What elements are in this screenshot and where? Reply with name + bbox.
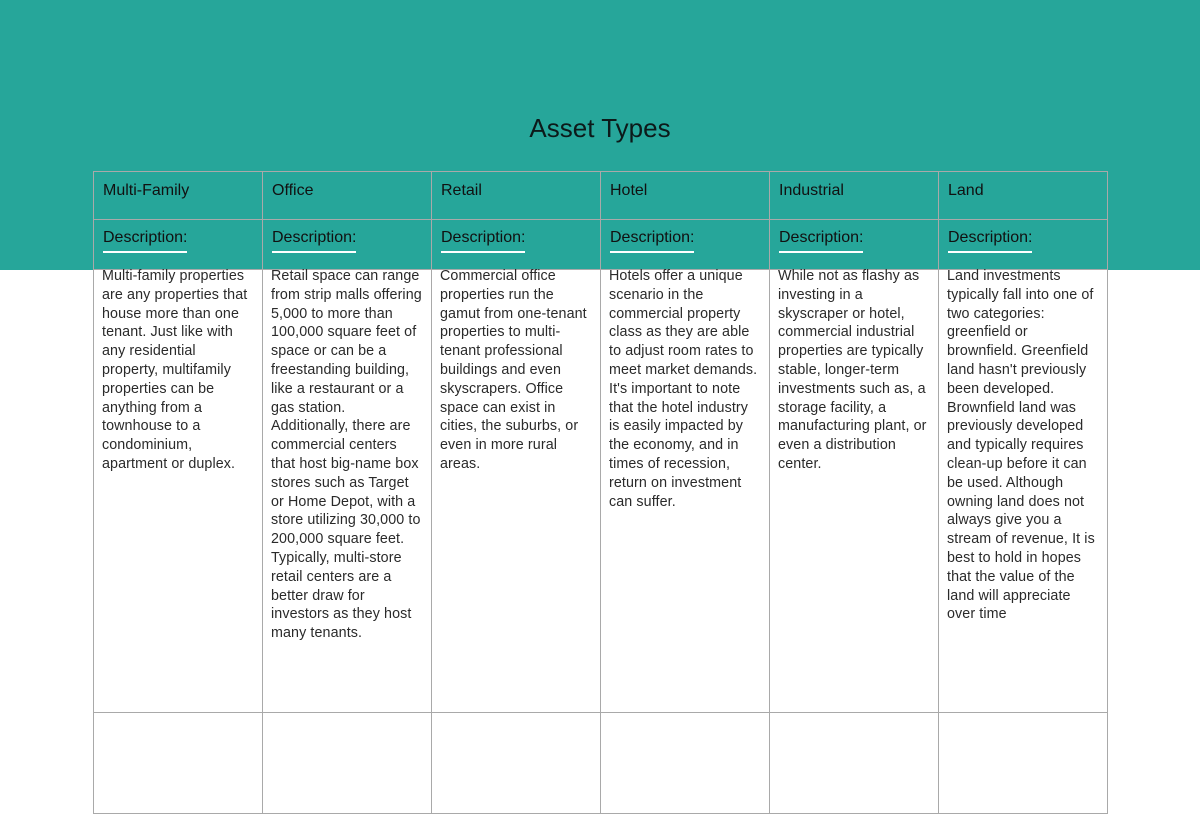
description-body-row <box>94 270 1108 713</box>
column-title-retail: Retail <box>441 182 482 199</box>
table-cell <box>601 713 770 814</box>
description-text-industrial: While not as flashy as investing in a skyscraper or hotel, commercial industrial properties are typically stable, longer-term investments such as, a storage facility, a manufacturing plant, or even a distribution center. <box>778 268 927 472</box>
table-cell <box>432 270 601 713</box>
empty-row <box>94 713 1108 814</box>
description-text-retail: Commercial office properties run the gamut from one-tenant properties to multi-tenant professional buildings and even skyscrapers. Office space can exist in cities, the suburbs, or even in more rural areas. <box>440 268 587 472</box>
table-header-row <box>94 172 1108 220</box>
column-title-multi-family: Multi-Family <box>103 182 190 199</box>
table-cell <box>432 713 601 814</box>
table-cell <box>601 220 770 270</box>
asset-types-table <box>93 171 1108 814</box>
column-title-office: Office <box>272 182 314 199</box>
description-label: Description: <box>610 229 694 253</box>
table-cell <box>770 270 939 713</box>
table-header-cell <box>939 172 1108 220</box>
description-text-land: Land investments typically fall into one of two categories: greenfield or brownfield. Greenfield land hasn't previously been developed. Brownfield land was previously developed and typically requires clean-up before it can be used. Although owning land does not always give you a stream of revenue, It is best to hold in hopes that the value of the land will appreciate over time <box>947 268 1095 623</box>
table-cell <box>770 220 939 270</box>
table-cell <box>939 270 1108 713</box>
table-header-cell <box>263 172 432 220</box>
description-label: Description: <box>441 229 525 253</box>
table-cell <box>939 713 1108 814</box>
description-text-hotel: Hotels offer a unique scenario in the commercial property class as they are able to adjust room rates to meet market demands. It's important to note that the hotel industry is easily impacted by the economy, and in times of recession, return on investment can suffer. <box>609 268 758 510</box>
table-cell <box>94 220 263 270</box>
table-cell <box>432 220 601 270</box>
column-title-hotel: Hotel <box>610 182 648 199</box>
table-header-cell <box>770 172 939 220</box>
table-cell <box>601 270 770 713</box>
description-label: Description: <box>779 229 863 253</box>
table-header-cell <box>432 172 601 220</box>
table-cell <box>94 713 263 814</box>
column-title-land: Land <box>948 182 984 199</box>
table-cell <box>263 220 432 270</box>
description-text-multi-family: Multi-family properties are any properties that house more than one tenant. Just like with any residential property, multifamily properties can be anything from a townhouse to a condominium, apartment or duplex. <box>102 268 248 472</box>
column-title-industrial: Industrial <box>779 182 844 199</box>
table-cell <box>939 220 1108 270</box>
description-label-row <box>94 220 1108 270</box>
page-title: Asset Types <box>529 113 671 143</box>
description-label: Description: <box>272 229 356 253</box>
description-text-office: Retail space can range from strip malls offering 5,000 to more than 100,000 square feet of space or can be a freestanding building, like a restaurant or a gas station. Additionally, there are commercial centers that host big-name box stores such as Target or Home Depot, with a store utilizing 30,000 to 200,000 square feet. Typically, multi-store retail centers are a better draw for investors as they host many tenants. <box>271 268 422 642</box>
description-label: Description: <box>948 229 1032 253</box>
table-header-cell <box>601 172 770 220</box>
table-cell <box>770 713 939 814</box>
table-cell <box>94 270 263 713</box>
table-cell <box>263 270 432 713</box>
table-cell <box>263 713 432 814</box>
table-header-cell <box>94 172 263 220</box>
description-label: Description: <box>103 229 187 253</box>
